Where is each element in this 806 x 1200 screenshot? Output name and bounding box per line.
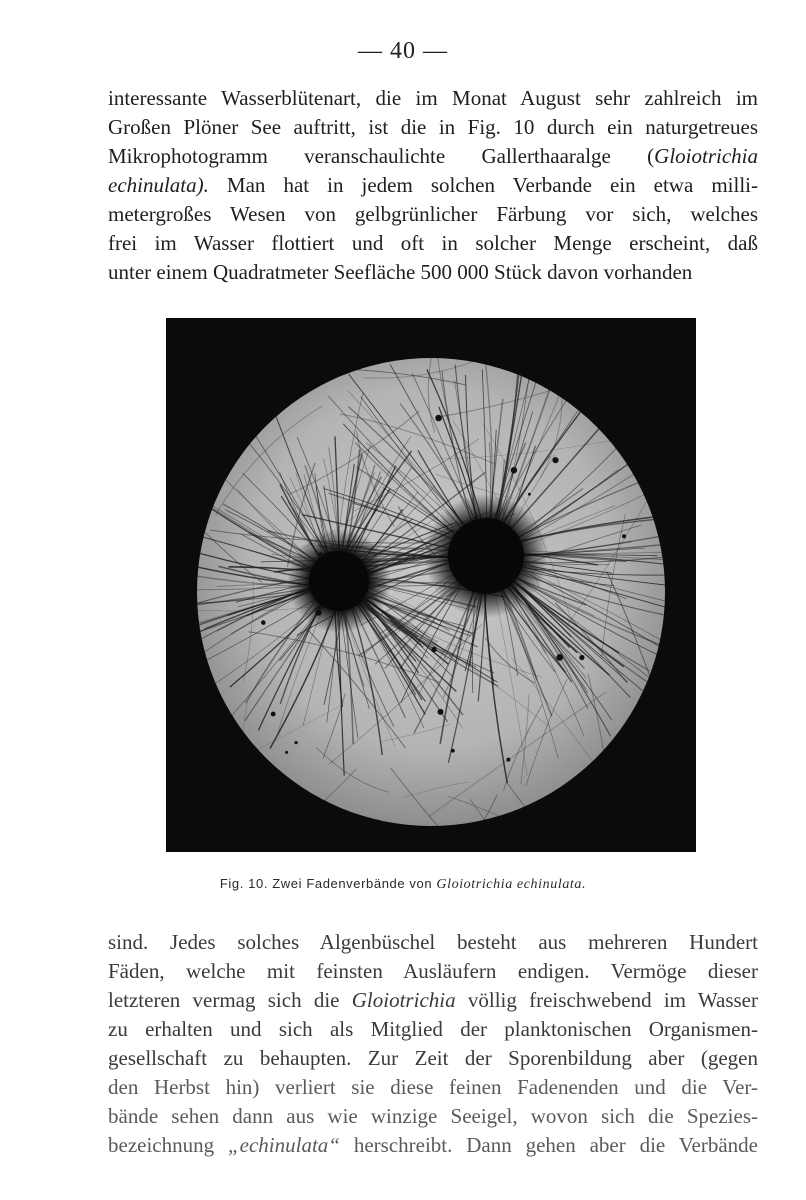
text-span: herschreibt. Dann gehen aber die Verbände (340, 1133, 758, 1157)
text-line (108, 986, 758, 1015)
text-line: gesellschaft zu behaupten. Zur Zeit der Sporenbildung aber (gegen (108, 1046, 758, 1070)
species-name-italic: „echinulata“ (227, 1133, 340, 1157)
text-line: bände sehen dann aus wie winzige Seeigel, wovon sich die Spezies- (108, 1104, 758, 1128)
caption-label: Fig. 10. (219, 876, 269, 891)
text-line: sind. Jedes solches Algenbüschel besteht aus mehreren Hundert (108, 930, 758, 954)
species-name-italic: echinulata). (108, 173, 209, 197)
speck (431, 647, 436, 652)
caption-text: Zwei Fadenverbände von (272, 876, 433, 891)
text-line: Großen Plöner See auftritt, ist die in Fig. 10 durch ein naturgetreues (108, 115, 758, 139)
speck (438, 709, 444, 715)
species-name-italic: Gloiotrichia (351, 988, 456, 1012)
speck (451, 749, 455, 753)
speck (271, 712, 276, 717)
text-line (108, 171, 758, 200)
text-line: unter einem Quadratmeter Seefläche 500 000 Stück davon vorhanden (108, 260, 693, 284)
text-line (108, 142, 758, 171)
speck (295, 741, 298, 744)
caption-species: Gloiotrichia echinulata. (436, 877, 587, 892)
text-span: völlig freischwebend im Wasser (455, 988, 758, 1012)
speck (511, 467, 517, 473)
speck (622, 534, 626, 538)
top-paragraph (108, 84, 758, 287)
micrograph-figure (166, 318, 696, 852)
text-line: zu erhalten und sich als Mitglied der planktonischen Organismen- (108, 1017, 758, 1041)
speck (528, 493, 531, 496)
species-name-italic: Gloiotrichia (654, 144, 758, 168)
text-line: frei im Wasser flottiert und oft in solcher Menge erscheint, daß (108, 231, 758, 255)
text-line: Fäden, welche mit feinsten Ausläufern endigen. Vermöge dieser (108, 959, 758, 983)
text-line: interessante Wasserblütenart, die im Monat August sehr zahlreich im (108, 86, 758, 110)
bottom-paragraph (108, 928, 758, 1160)
text-line: den Herbst hin) verliert sie diese feinen Fadenenden und die Ver- (108, 1075, 758, 1099)
speck (552, 457, 558, 463)
speck (285, 751, 288, 754)
text-span: letzteren vermag sich die (108, 988, 352, 1012)
speck (556, 654, 563, 661)
page-number: — 40 — (358, 38, 448, 64)
text-span: bezeichnung (108, 1133, 228, 1157)
micrograph-image (166, 318, 696, 852)
speck (506, 758, 510, 762)
speck (579, 655, 584, 660)
text-line (108, 1131, 758, 1160)
figure-caption (0, 876, 806, 893)
speck (435, 415, 442, 422)
text-line: metergroßes Wesen von gelbgrünlicher Färbung vor sich, welches (108, 202, 758, 226)
text-span: Man hat in jedem solchen Verbande ein etwa milli- (208, 173, 758, 197)
text-span: Mikrophotogramm veranschaulichte Gallerthaaralge ( (108, 144, 655, 168)
speck (261, 620, 266, 625)
